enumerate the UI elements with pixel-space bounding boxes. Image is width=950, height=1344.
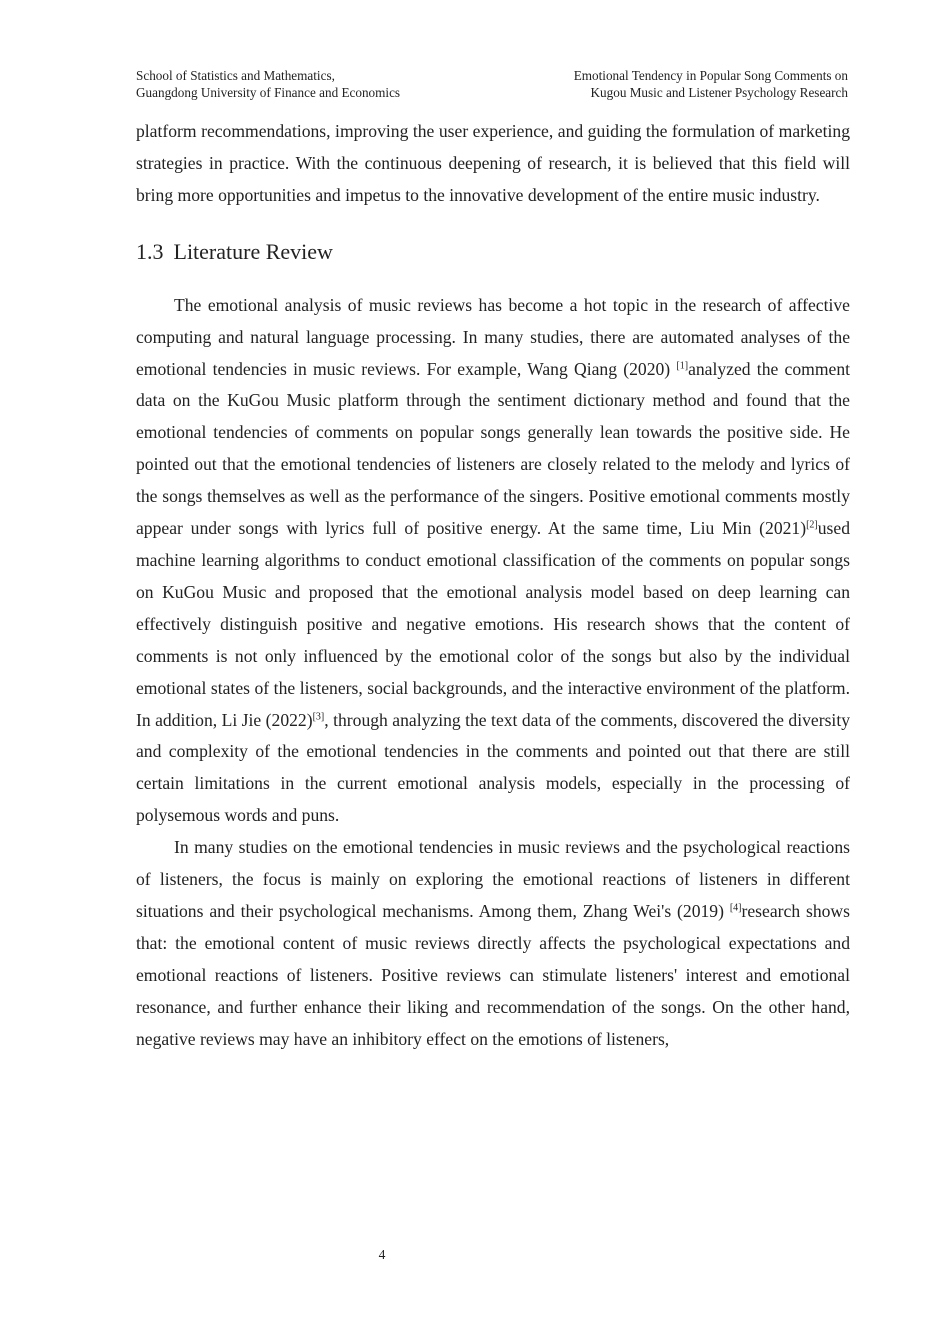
literature-paragraph-2 (136, 832, 850, 1055)
citation-3: [3] (312, 711, 325, 722)
intro-paragraph: platform recommendations, improving the user experience, and guiding the formulation of marketing strategies in practice. With the continuous deepening of research, it is believed that this field will bring more opportunities and impetus to the innovative development of the entire music industry. (136, 121, 850, 205)
section-heading (136, 234, 850, 270)
header-left (136, 67, 400, 101)
header-school: School of Statistics and Mathematics, (136, 68, 335, 83)
page-body (136, 116, 850, 1055)
p2-text-1: In many studies on the emotional tendencies in music reviews and the psychological reactions of listeners, the focus is mainly on exploring the emotional reactions of listeners in different situations and their psychological mechanisms. Among them, Zhang Wei's (2019) (136, 837, 850, 921)
citation-4: [4] (729, 902, 742, 914)
p1-text-2: analyzed the comment data on the KuGou Music platform through the sentiment dictionary method and found that the emotional tendencies of comments on popular songs generally lean towards the positive side. He pointed out that the emotional tendencies of listeners are closely related to the melody and lyrics of the songs themselves as well as the performance of the singers. Positive emotional comments mostly appear under songs with lyrics full of positive energy. At the same time, Liu Min (2021) (136, 358, 851, 539)
section-title: Literature Review (173, 238, 333, 264)
citation-1: [1] (676, 360, 689, 372)
citation-2: [2] (806, 519, 818, 531)
header-right (574, 67, 848, 101)
header-title-line2: Kugou Music and Listener Psychology Research (590, 85, 848, 100)
p2-text-2: research shows that: the emotional content of music reviews directly affects the psychological expectations and emotional reactions of listeners. Positive reviews can stimulate listeners' interest and emotional resonance, and further enhance their liking and recommendation of the songs. On the other hand, negative reviews may have an inhibitory effect on the emotions of listeners, (136, 900, 850, 1049)
page-number: 4 (378, 1247, 386, 1262)
section-number: 1.3 (136, 238, 164, 264)
p1-text-3: used machine learning algorithms to conduct emotional classification of the comments on popular songs on KuGou Music and proposed that the emotional analysis model based on deep learning can effectively distinguish positive and negative emotions. His research shows that the content of comments is not only influenced by the emotional color of the songs but also by the individual emotional states of the listeners, social backgrounds, and the interactive environment of the platform. In addition, Li Jie (2022) (136, 518, 850, 730)
p1-text-4: , through analyzing the text data of the comments, discovered the diversity and complexity of the emotional tendencies in the comments and pointed out that there are still certain limitations in the current emotional analysis models, especially in the processing of polysemous words and puns. (136, 709, 850, 826)
p1-text-1: The emotional analysis of music reviews has become a hot topic in the research of affective computing and natural language processing. In many studies, there are automated analyses of the emotional tendencies in music reviews. For example, Wang Qiang (2020) (136, 294, 850, 379)
header-university: Guangdong University of Finance and Economics (136, 85, 401, 100)
literature-paragraph-1 (136, 290, 850, 832)
header-title-line1: Emotional Tendency in Popular Song Comments on (573, 68, 848, 83)
